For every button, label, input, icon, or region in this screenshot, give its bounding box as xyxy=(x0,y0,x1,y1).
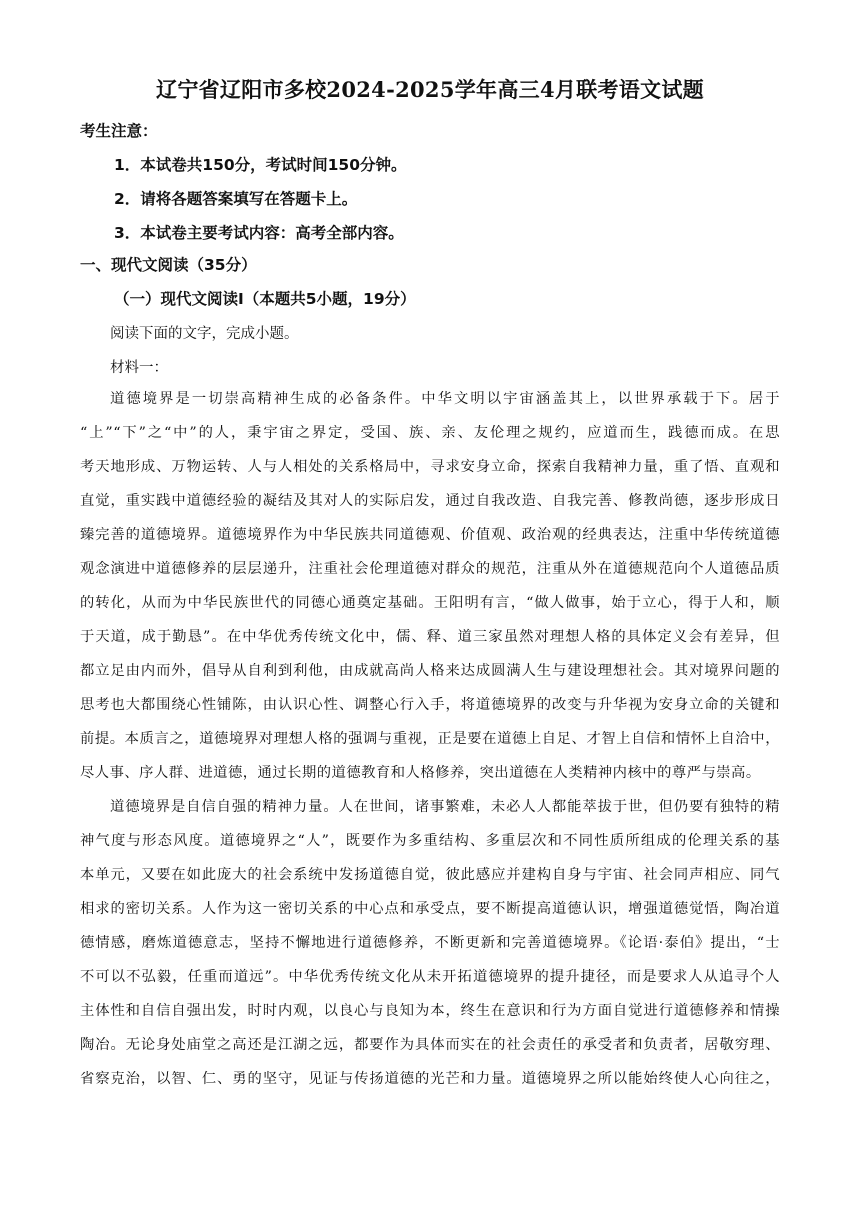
material-label: 材料一： xyxy=(110,360,168,376)
notice-item: 2．请将各题答案填写在答题卡上。 xyxy=(114,190,358,208)
paragraph-line: 前提。本质言之，道德境界对理想人格的强调与重视，正是要在道德上自足、才智上自信和情怀上自洽中， xyxy=(80,731,780,747)
paragraph-line: “上”“下”之“中”的人，秉宇宙之界定，受国、族、亲、友伦理之规约，应道而生，践德而成。在思 xyxy=(80,425,780,441)
paragraph-line: 道德境界是自信自强的精神力量。人在世间，诸事繁难，未必人人都能萃拔于世，但仍要有独特的精 xyxy=(110,799,780,815)
paragraph-line: 相求的密切关系。人作为这一密切关系的中心点和承受点，要不断提高道德认识，增强道德觉悟，陶冶道 xyxy=(80,901,780,917)
paragraph-line: 不可以不弘毅，任重而道远”。中华优秀传统文化从未开拓道德境界的提升捷径，而是要求人从追寻个人 xyxy=(80,969,780,985)
paragraph-line: 尽人事、序人群、进道德，通过长期的道德教育和人格修养，突出道德在人类精神内核中的尊严与崇高。 xyxy=(80,765,761,781)
paragraph-line: 于天道，成于勤恳”。在中华优秀传统文化中，儒、释、道三家虽然对理想人格的具体定义会有差异，但 xyxy=(80,629,780,645)
paragraph-line: 省察克治，以智、仁、勇的坚守，见证与传扬道德的光芒和力量。道德境界之所以能始终使人心向往之， xyxy=(80,1071,780,1087)
notice-heading: 考生注意： xyxy=(80,122,158,140)
paragraph-line: 陶冶。无论身处庙堂之高还是江湖之远，都要作为具体而实在的社会责任的承受者和负责者，居敬穷理、 xyxy=(80,1037,780,1053)
paragraph-line: 道德境界是一切崇高精神生成的必备条件。中华文明以宇宙涵盖其上，以世界承载于下。居于 xyxy=(110,391,780,407)
reading-instruction: 阅读下面的文字，完成小题。 xyxy=(110,326,299,342)
paragraph-line: 思考也大都围绕心性铺陈，由认识心性、调整心行入手，将道德境界的改变与升华视为安身立命的关键和 xyxy=(80,697,780,713)
section-heading: 一、现代文阅读（35分） xyxy=(80,256,257,274)
subsection-heading: （一）现代文阅读Ⅰ（本题共5小题，19分） xyxy=(114,290,416,308)
notice-item: 1．本试卷共150分，考试时间150分钟。 xyxy=(114,156,407,174)
paragraph-line: 考天地形成、万物运转、人与人相处的关系格局中，寻求安身立命，探索自我精神力量，重了悟、直观和 xyxy=(80,459,780,475)
paragraph-line: 观念演进中道德修养的层层递升，注重社会伦理道德对群众的规范，注重从外在道德规范向个人道德品质 xyxy=(80,561,780,577)
paragraph-line: 直觉，重实践中道德经验的凝结及其对人的实际启发，通过自我改造、自我完善、修教尚德，逐步形成日 xyxy=(80,493,780,509)
paragraph-line: 德情感，磨炼道德意志，坚持不懈地进行道德修养，不断更新和完善道德境界。《论语·泰伯》提出，“士 xyxy=(80,935,780,951)
paragraph-line: 神气度与形态风度。道德境界之“人”，既要作为多重结构、多重层次和不同性质所组成的伦理关系的基 xyxy=(80,833,780,849)
paragraph-line: 臻完善的道德境界。道德境界作为中华民族共同道德观、价值观、政治观的经典表达，注重中华传统道德 xyxy=(80,527,780,543)
paragraph-line: 都立足由内而外，倡导从自利到利他，由成就高尚人格来达成圆满人生与建设理想社会。其对境界问题的 xyxy=(80,663,780,679)
paragraph-line: 的转化，从而为中华民族世代的同德心通奠定基础。王阳明有言，“做人做事，始于立心，得于人和，顺 xyxy=(80,595,780,611)
notice-item: 3．本试卷主要考试内容：高考全部内容。 xyxy=(114,224,404,242)
paragraph-line: 本单元，又要在如此庞大的社会系统中发扬道德自觉，彼此感应并建构自身与宇宙、社会同声相应、同气 xyxy=(80,867,780,883)
exam-title: 辽宁省辽阳市多校2024-2025学年高三4月联考语文试题 xyxy=(156,77,704,102)
paragraph-line: 主体性和自信自强出发，时时内观，以良心与良知为本，终生在意识和行为方面自觉进行道德修养和情操 xyxy=(80,1003,780,1019)
